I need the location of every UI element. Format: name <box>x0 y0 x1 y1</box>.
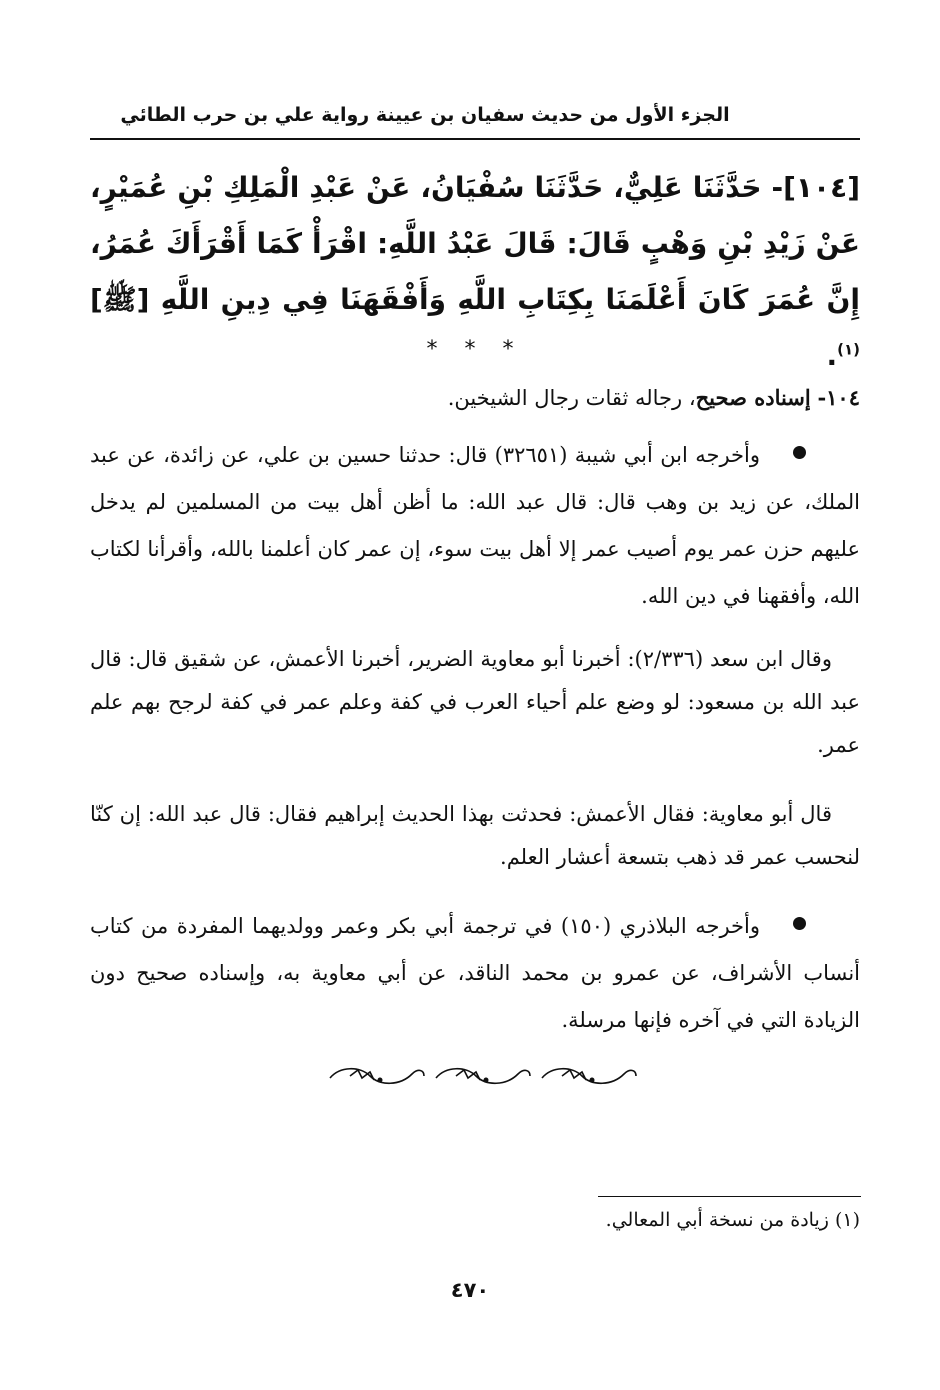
page-number: ٤٧٠ <box>450 1278 490 1302</box>
commentary-paragraph-3: قال أبو معاوية: فقال الأعمش: فحدثت بهذا الحديث إبراهيم فقال: قال عبد الله: إن كنّا لنحسب عمر قد ذهب بتسعة أعشار العلم. <box>90 802 860 869</box>
footnote-text: (١) زيادة من نسخة أبي المعالي. <box>605 1209 860 1231</box>
grading-rest: ، رجاله ثقات رجال الشيخين. <box>447 386 696 410</box>
ornament-divider-icon <box>320 1058 640 1094</box>
bullet-paragraph-1 <box>90 432 860 620</box>
hadith-text: [١٠٤]- حَدَّثَنَا عَلِيٌّ، حَدَّثَنَا سُفْيَانُ، عَنْ عَبْدِ الْمَلِكِ بْنِ عُمَيْرٍ، عَنْ زَيْدِ بْنِ وَهْبٍ قَالَ: قَالَ عَبْدُ اللَّهِ: اقْرَأْ كَمَا أَقْرَأَكَ عُمَرُ، إِنَّ عُمَرَ كَانَ أَعْلَمَنَا بِكِتَابِ اللَّهِ وَأَفْقَهَنَا فِي دِينِ اللَّهِ [ﷺ] <box>90 171 860 316</box>
commentary-paragraph-4: وأخرجه البلاذري (١٥٠) في ترجمة أبي بكر وعمر وولديهما المفردة من كتاب أنساب الأشراف، عن عمرو بن محمد الناقد، عن أبي معاوية به، وإسناده صحيح دون الزيادة التي في آخره فإنها مرسلة. <box>90 914 860 1032</box>
section-separator: * * * <box>426 337 524 362</box>
commentary-paragraph-1: وأخرجه ابن أبي شيبة (٣٢٦٥١) قال: حدثنا حسين بن علي، عن زائدة، عن عبد الملك، عن زيد بن وهب قال: قال عبد الله: ما أظن أهل بيت من المسلمين لم يدخل عليهم حزن عمر يوم أصيب عمر إلا أهل بيت سوء، إن عمر كان أعلمنا بالله، وأقرأنا لكتاب الله، وأفقهنا في دين الله. <box>90 443 860 608</box>
bullet-icon <box>793 917 806 930</box>
grading-bold: إسناده صحيح <box>695 385 811 410</box>
commentary-paragraph-2: وقال ابن سعد (٢/٣٣٦): أخبرنا أبو معاوية الضرير، أخبرنا الأعمش، عن شقيق قال: قال عبد الله بن مسعود: لو وضع علم أحياء العرب في كفة وعلم عمر في كفة لرجح بهم علم عمر. <box>90 647 860 757</box>
header-rule <box>90 138 860 140</box>
grading-number: ١٠٤- <box>817 385 860 410</box>
hadith-end-mark: . <box>826 339 838 372</box>
running-header: الجزء الأول من حديث سفيان بن عيينة رواية علي بن حرب الطائي <box>120 104 730 126</box>
footnote-rule <box>598 1196 861 1197</box>
grading-paragraph <box>90 380 860 416</box>
bullet-paragraph-2 <box>90 903 860 1044</box>
footnote-reference: (١) <box>837 340 860 359</box>
bullet-icon <box>793 446 806 459</box>
